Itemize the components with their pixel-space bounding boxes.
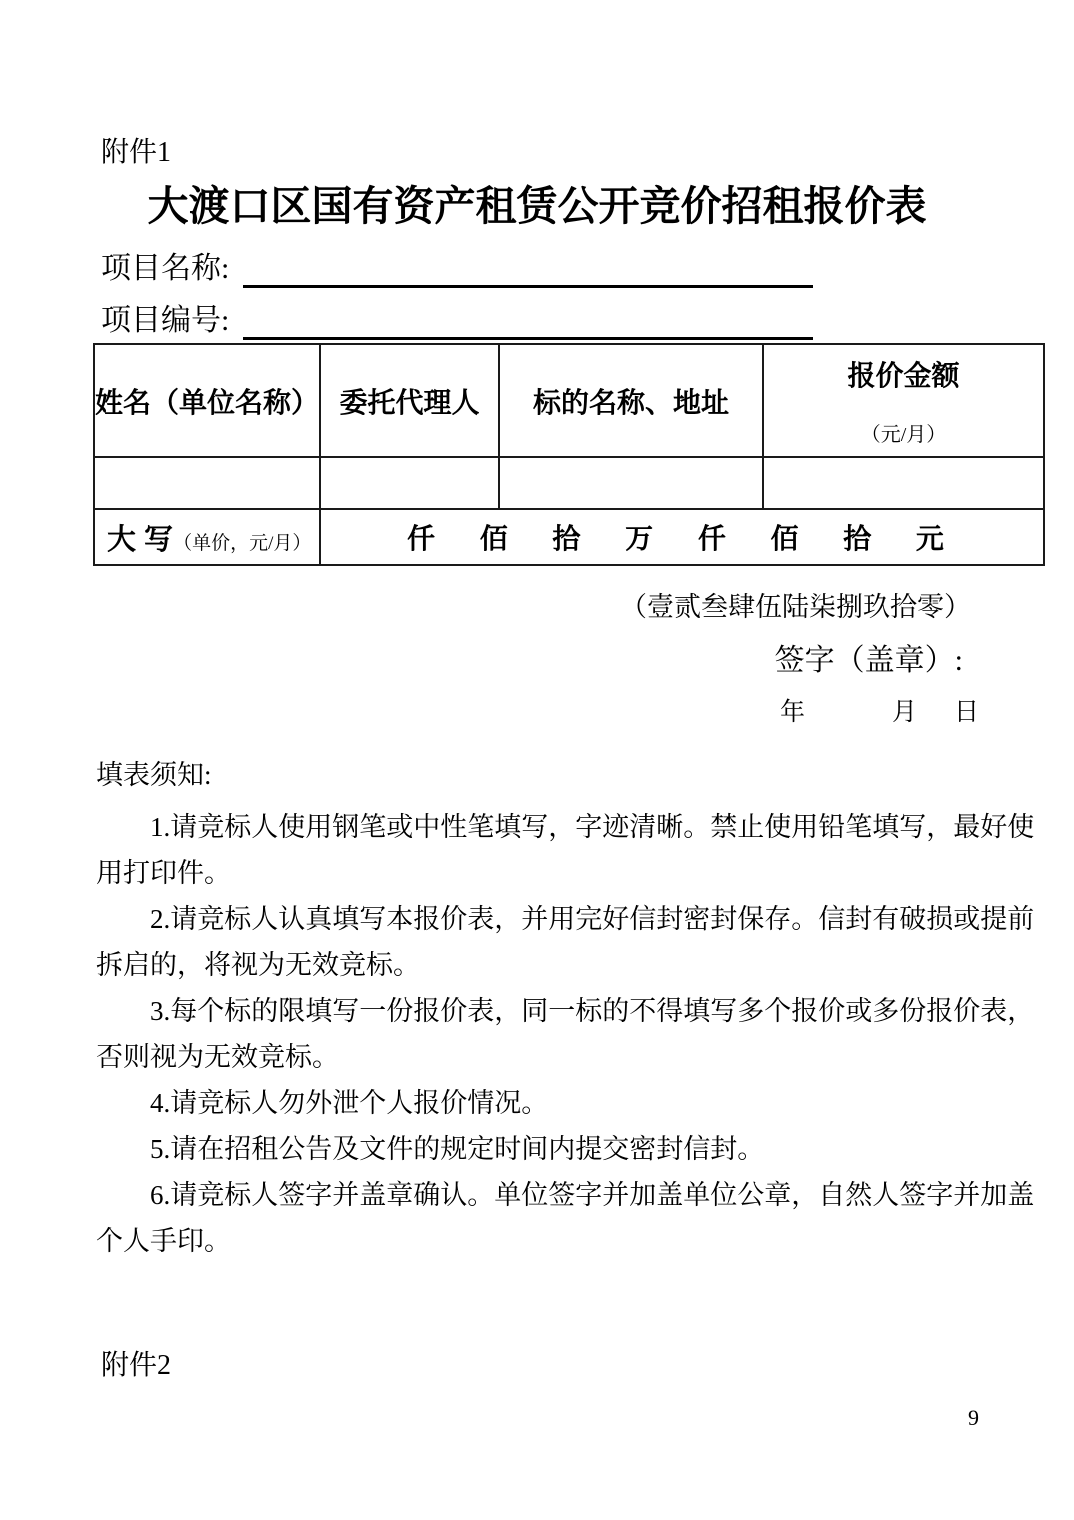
note-line: 个人手印。: [96, 1226, 231, 1256]
notes-heading: 填表须知:: [96, 760, 212, 790]
form-title: 大渡口区国有资产租赁公开竞价招租报价表: [147, 183, 927, 229]
note-line: 用打印件。: [96, 858, 231, 888]
capital-digits-cell[interactable]: [320, 509, 1044, 565]
capital-digit: 拾: [843, 523, 872, 554]
note-line: 4.请竞标人勿外泄个人报价情况。: [150, 1088, 549, 1118]
header-subject-cell: 标的名称、地址: [499, 344, 763, 457]
project-name-row: [101, 249, 813, 288]
note-line: 6.请竞标人签字并盖章确认。单位签字并加盖单位公章，自然人签字并加盖: [150, 1180, 1035, 1210]
project-code-blank[interactable]: [243, 301, 813, 340]
amount-header-unit: （元/月）: [860, 424, 947, 446]
capital-digits-reference: （壹贰叁肆伍陆柒捌玖拾零）: [620, 592, 971, 622]
entry-amount-cell[interactable]: [763, 457, 1044, 509]
capital-digit: 佰: [479, 523, 508, 554]
capital-digit: 仟: [407, 523, 436, 554]
date-month-label: 月: [892, 699, 918, 726]
date-day-label: 日: [954, 699, 980, 726]
project-name-label: 项目名称:: [101, 252, 230, 285]
header-amount-cell: [763, 344, 1044, 457]
capital-label-cell: [94, 509, 320, 565]
note-line: 5.请在招租公告及文件的规定时间内提交密封信封。: [150, 1134, 765, 1164]
table-header-row: [94, 344, 1044, 457]
project-name-blank[interactable]: [243, 249, 813, 288]
attachment-2-label: 附件2: [101, 1350, 172, 1381]
attachment-1-label: 附件1: [101, 137, 172, 168]
capital-digit: 佰: [770, 523, 799, 554]
note-line: 拆启的，将视为无效竞标。: [96, 950, 420, 980]
note-line: 否则视为无效竞标。: [96, 1042, 339, 1072]
capital-digit: 万: [625, 523, 654, 554]
project-code-label: 项目编号:: [101, 304, 230, 337]
capital-digit: 元: [915, 523, 944, 554]
table-capital-row: [94, 509, 1044, 565]
note-line: 1.请竞标人使用钢笔或中性笔填写，字迹清晰。禁止使用铅笔填写，最好使: [150, 812, 1035, 842]
note-line: 3.每个标的限填写一份报价表，同一标的不得填写多个报价或多份报价表，: [150, 996, 1035, 1026]
entry-subject-cell[interactable]: [499, 457, 763, 509]
header-name-cell: 姓名（单位名称）: [94, 344, 320, 457]
table-entry-row: [94, 457, 1044, 509]
capital-digit: 仟: [697, 523, 726, 554]
capital-digit: 拾: [552, 523, 581, 554]
date-year-label: 年: [780, 699, 806, 726]
notes-section: [96, 752, 1035, 1264]
signature-label: 签字（盖章）:: [774, 644, 963, 677]
date-line: [780, 698, 979, 728]
project-code-row: [101, 301, 813, 340]
capital-label: 大 写: [107, 523, 174, 556]
entry-name-cell[interactable]: [94, 457, 320, 509]
header-agent-cell: 委托代理人: [320, 344, 499, 457]
quotation-table: [93, 343, 1045, 566]
entry-agent-cell[interactable]: [320, 457, 499, 509]
note-line: 2.请竞标人认真填写本报价表，并用完好信封密封保存。信封有破损或提前: [150, 904, 1035, 934]
amount-header-title: 报价金额: [847, 360, 960, 391]
capital-unit-label: （单价，元/月）: [173, 532, 312, 554]
page-number: 9: [968, 1405, 979, 1430]
